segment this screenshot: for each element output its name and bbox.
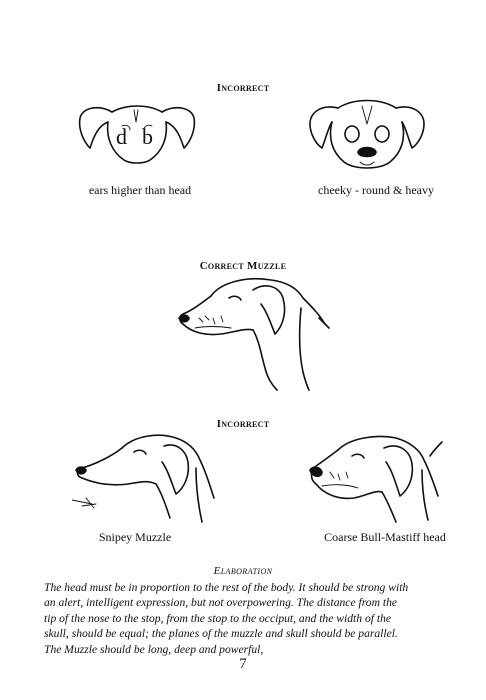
elaboration-body — [44, 580, 452, 657]
elaboration-line: skull, should be equal; the planes of the muzzle and skull should be parallel. — [44, 627, 398, 641]
correct-muzzle-heading: Correct Muzzle — [199, 260, 287, 272]
snipey-caption: Snipey Muzzle — [98, 530, 172, 544]
incorrect-heading-second: Incorrect — [216, 418, 270, 430]
cheeky-caption: cheeky - round & heavy — [318, 183, 434, 197]
elaboration-line: The head must be in proportion to the rest of the body. It should be strong with — [44, 581, 409, 594]
correct-muzzle-illustration — [175, 268, 335, 394]
elaboration-title: Elaboration — [213, 565, 273, 577]
ears-higher-illustration — [72, 96, 202, 168]
coarse-head-illustration — [302, 428, 452, 528]
eye-glyph-right: b — [142, 124, 153, 149]
incorrect-heading-top: Incorrect — [216, 82, 270, 94]
elaboration-line: tip of the nose to the stop, from the stop to the occiput, and the width of the — [44, 611, 392, 625]
elaboration-line: The Muzzle should be long, deep and powerful, — [44, 642, 264, 656]
cheeky-illustration — [302, 94, 432, 174]
page-number: 7 — [239, 656, 247, 672]
snipey-muzzle-illustration — [72, 428, 222, 528]
coarse-caption: Coarse Bull-Mastiff head — [324, 530, 446, 544]
ears-higher-caption: ears higher than head — [88, 183, 192, 197]
eye-glyph-left: d — [116, 124, 127, 149]
elaboration-line: an alert, intelligent expression, but not overpowering. The distance from the — [44, 596, 398, 610]
